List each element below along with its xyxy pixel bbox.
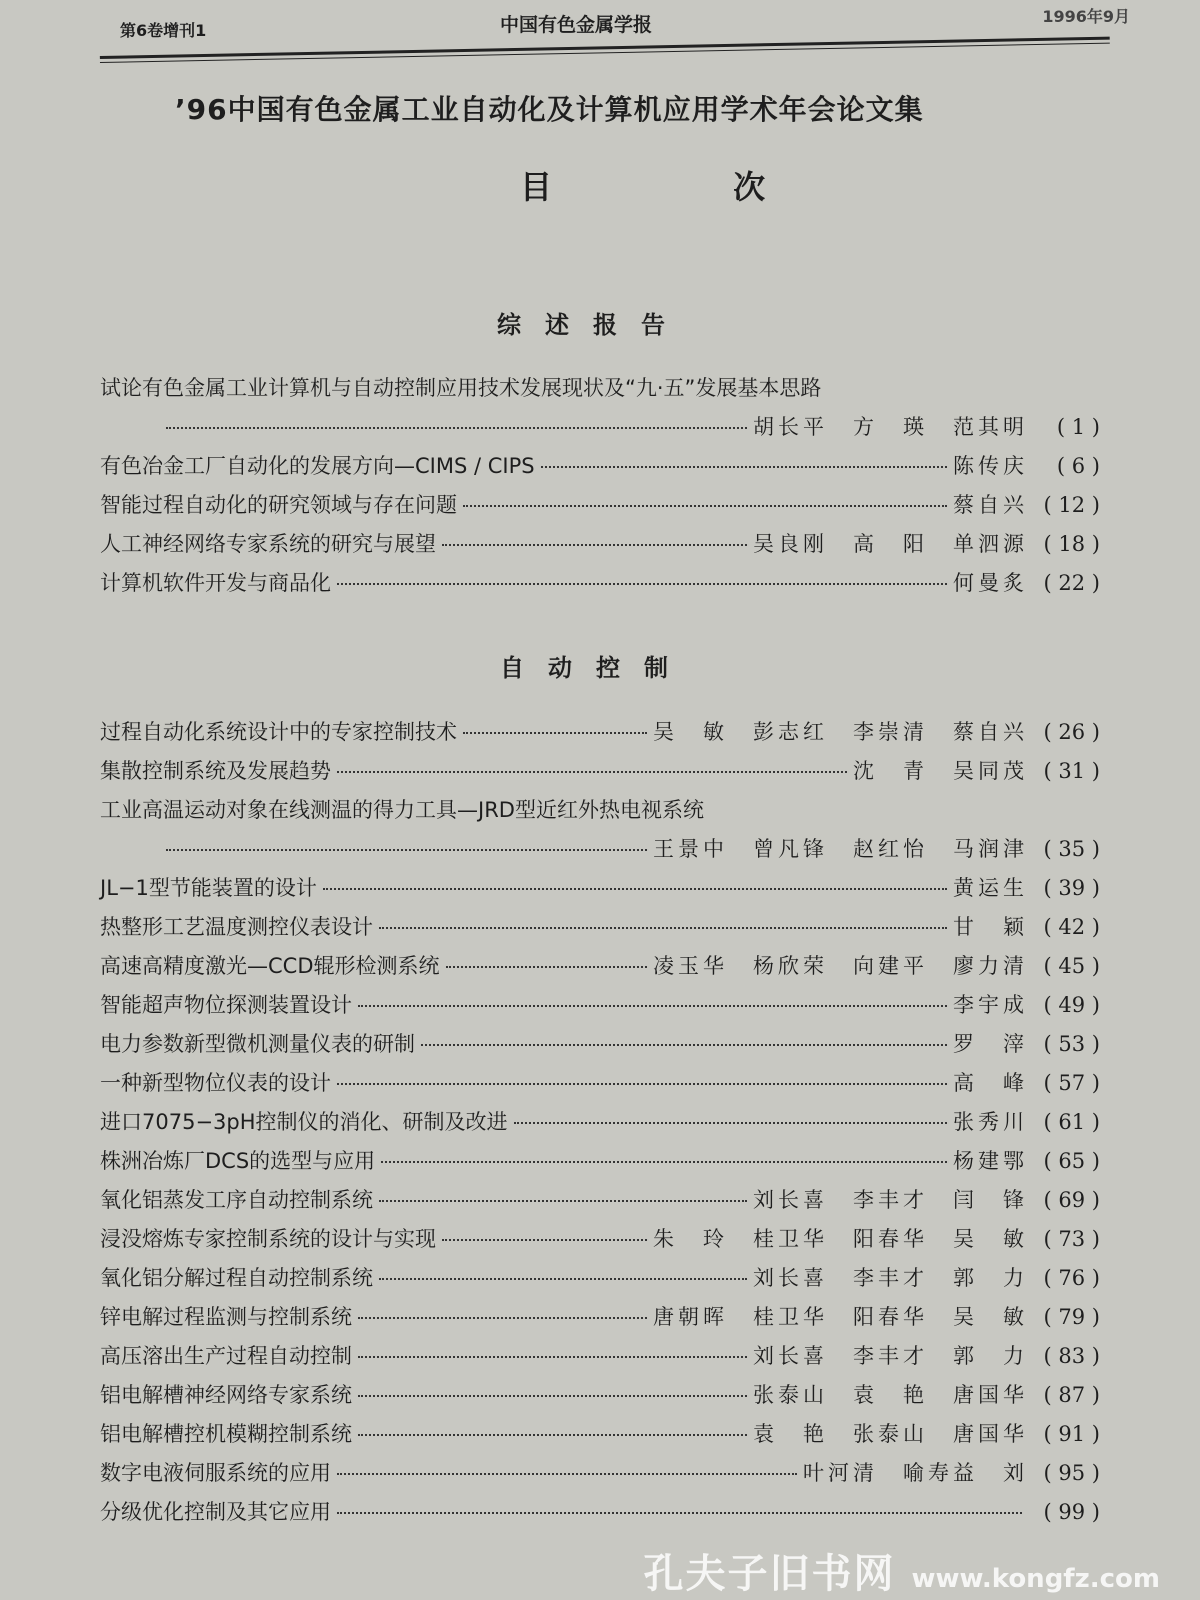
entry-page: ( 83 ) [1043, 1344, 1100, 1368]
volume-label: 第6卷增刊1 [120, 21, 207, 40]
entry-title: 集散控制系统及发展趋势 [100, 759, 331, 783]
dot-leader [541, 466, 947, 468]
journal-name: 中国有色金属学报 [500, 14, 653, 36]
toc-entry[interactable] [100, 489, 1100, 528]
entry-title: 进口7075−3pH控制仪的消化、研制及改进 [100, 1110, 508, 1134]
entry-page: ( 31 ) [1043, 759, 1100, 783]
dot-leader [323, 888, 947, 890]
dot-leader [358, 1356, 747, 1358]
entry-title: 智能过程自动化的研究领域与存在问题 [100, 493, 457, 517]
section-heading: 自动控制 [500, 654, 692, 682]
toc-entry[interactable] [100, 989, 1100, 1028]
entry-title: 铝电解槽控机模糊控制系统 [100, 1422, 352, 1446]
toc-entry[interactable] [100, 911, 1100, 950]
entry-page: ( 42 ) [1043, 915, 1100, 939]
entry-title: 热整形工艺温度测控仪表设计 [100, 915, 373, 939]
entry-authors: 凌玉华 杨欣荣 向建平 廖力清 [653, 954, 1028, 978]
dot-leader [337, 1512, 1022, 1514]
dot-leader [514, 1122, 947, 1124]
dot-leader [337, 1083, 947, 1085]
entry-authors: 吴良刚 高 阳 单泗源 [753, 532, 1028, 556]
entry-page: ( 76 ) [1043, 1266, 1100, 1290]
entry-authors: 张秀川 [953, 1110, 1028, 1134]
toc-entry[interactable] [100, 1184, 1100, 1223]
issue-date: 1996年9月 [1042, 7, 1130, 26]
toc-entry[interactable] [100, 1106, 1100, 1145]
entry-authors: 黄运生 [953, 876, 1028, 900]
entry-page: ( 91 ) [1043, 1422, 1100, 1446]
dot-leader [166, 427, 747, 429]
dot-leader [358, 1005, 947, 1007]
entry-title: 数字电液伺服系统的应用 [100, 1461, 331, 1485]
entry-page: ( 45 ) [1043, 954, 1100, 978]
toc-entry[interactable] [100, 1067, 1100, 1106]
entry-page: ( 26 ) [1043, 720, 1100, 744]
toc-entry[interactable] [100, 1223, 1100, 1262]
toc-entry[interactable] [100, 1145, 1100, 1184]
dot-leader [337, 583, 947, 585]
entry-page: ( 57 ) [1043, 1071, 1100, 1095]
entry-page: ( 6 ) [1056, 454, 1100, 478]
entry-authors: 陈传庆 [953, 454, 1028, 478]
entry-title: JL−1型节能装置的设计 [100, 876, 317, 900]
toc-entry[interactable] [100, 567, 1100, 606]
toc-entry[interactable] [100, 794, 1100, 833]
entry-authors: 李宇成 [953, 993, 1028, 1017]
entry-title: 一种新型物位仪表的设计 [100, 1071, 331, 1095]
dot-leader [463, 732, 647, 734]
toc-entry[interactable] [100, 1379, 1100, 1418]
entry-title: 高压溶出生产过程自动控制 [100, 1344, 352, 1368]
entry-authors: 吴 敏 彭志红 李崇清 蔡自兴 [653, 720, 1028, 744]
entry-authors: 袁 艳 张泰山 唐国华 [753, 1422, 1028, 1446]
entry-authors: 高 峰 [953, 1071, 1028, 1095]
dot-leader [358, 1395, 747, 1397]
toc-entry[interactable] [100, 755, 1100, 794]
entry-page: ( 39 ) [1043, 876, 1100, 900]
dot-leader [446, 966, 648, 968]
dot-leader [358, 1434, 747, 1436]
toc-entry[interactable] [100, 450, 1100, 489]
dot-leader [337, 771, 847, 773]
entry-authors: 甘 颖 [953, 915, 1028, 939]
entry-title: 株洲冶炼厂DCS的选型与应用 [100, 1149, 376, 1173]
entry-title: 人工神经网络专家系统的研究与展望 [100, 532, 436, 556]
toc-entry[interactable] [100, 1418, 1100, 1457]
entry-page: ( 61 ) [1043, 1110, 1100, 1134]
entry-title: 氧化铝蒸发工序自动控制系统 [100, 1188, 373, 1212]
entry-page: ( 18 ) [1043, 532, 1100, 556]
section-heading: 综述报告 [497, 311, 689, 339]
entry-page: ( 69 ) [1043, 1188, 1100, 1212]
entry-authors: 张泰山 袁 艳 唐国华 [753, 1383, 1028, 1407]
toc-entry[interactable] [100, 1457, 1100, 1496]
toc-entry[interactable] [100, 1262, 1100, 1301]
toc-list-control [100, 716, 1100, 1535]
entry-title: 浸没熔炼专家控制系统的设计与实现 [100, 1227, 436, 1251]
entry-title: 氧化铝分解过程自动控制系统 [100, 1266, 373, 1290]
toc-entry[interactable] [100, 1301, 1100, 1340]
toc-entry[interactable] [100, 411, 1100, 450]
entry-title: 分级优化控制及其它应用 [100, 1500, 331, 1524]
entry-authors: 杨建鄂 [953, 1149, 1028, 1173]
entry-authors: 刘长喜 李丰才 郭 力 [753, 1344, 1028, 1368]
entry-title: 锌电解过程监测与控制系统 [100, 1305, 352, 1329]
dot-leader [379, 927, 947, 929]
dot-leader [166, 849, 647, 851]
toc-entry[interactable] [100, 833, 1100, 872]
entry-authors: 何曼炙 [953, 571, 1028, 595]
entry-title: 工业高温运动对象在线测温的得力工具—JRD型近红外热电视系统 [100, 798, 704, 822]
entry-page: ( 79 ) [1043, 1305, 1100, 1329]
entry-authors: 唐朝晖 桂卫华 阳春华 吴 敏 [653, 1305, 1028, 1329]
entry-authors: 胡长平 方 瑛 范其明 [753, 415, 1028, 439]
entry-page: ( 95 ) [1043, 1461, 1100, 1485]
dot-leader [379, 1200, 747, 1202]
entry-page: ( 73 ) [1043, 1227, 1100, 1251]
dot-leader [379, 1278, 747, 1280]
entry-title: 电力参数新型微机测量仪表的研制 [100, 1032, 415, 1056]
entry-page: ( 65 ) [1043, 1149, 1100, 1173]
entry-page: ( 53 ) [1043, 1032, 1100, 1056]
entry-authors: 叶河清 喻寿益 刘 [803, 1461, 1028, 1485]
toc-entry[interactable] [100, 1496, 1100, 1535]
dot-leader [337, 1473, 797, 1475]
entry-authors: 刘长喜 李丰才 郭 力 [753, 1266, 1028, 1290]
entry-page: ( 87 ) [1043, 1383, 1100, 1407]
dot-leader [442, 1239, 647, 1241]
entry-page: ( 1 ) [1056, 415, 1100, 439]
dot-leader [358, 1317, 647, 1319]
dot-leader [381, 1161, 947, 1163]
toc-entry[interactable] [100, 872, 1100, 911]
dot-leader [442, 544, 747, 546]
entry-authors: 罗 滓 [953, 1032, 1028, 1056]
entry-page: ( 35 ) [1043, 837, 1100, 861]
proceedings-title: ’96中国有色金属工业自动化及计算机应用学术年会论文集 [175, 93, 924, 126]
entry-page: ( 99 ) [1043, 1500, 1100, 1524]
dot-leader [421, 1044, 947, 1046]
toc-list-review [100, 372, 1100, 606]
entry-page: ( 49 ) [1043, 993, 1100, 1017]
dot-leader [463, 505, 947, 507]
entry-title: 有色冶金工厂自动化的发展方向—CIMS / CIPS [100, 454, 535, 478]
entry-title: 过程自动化系统设计中的专家控制技术 [100, 720, 457, 744]
entry-authors: 蔡自兴 [953, 493, 1028, 517]
entry-authors: 沈 青 吴同茂 [853, 759, 1028, 783]
entry-title: 试论有色金属工业计算机与自动控制应用技术发展现状及“九·五”发展基本思路 [100, 376, 822, 400]
entry-title: 高速高精度激光—CCD辊形检测系统 [100, 954, 440, 978]
entry-page: ( 22 ) [1043, 571, 1100, 595]
toc-entry[interactable] [100, 1340, 1100, 1379]
entry-authors: 王景中 曾凡锋 赵红怡 马润津 [653, 837, 1028, 861]
watermark [643, 1542, 1160, 1597]
toc-entry[interactable] [100, 716, 1100, 755]
entry-page: ( 12 ) [1043, 493, 1100, 517]
toc-entry[interactable] [100, 372, 1100, 411]
watermark-name: 孔夫子旧书网 [643, 1551, 896, 1597]
entry-authors: 朱 玲 桂卫华 阳春华 吴 敏 [653, 1227, 1028, 1251]
toc-entry[interactable] [100, 528, 1100, 567]
entry-title: 智能超声物位探测装置设计 [100, 993, 352, 1017]
toc-entry[interactable] [100, 950, 1100, 989]
entry-title: 铝电解槽神经网络专家系统 [100, 1383, 352, 1407]
toc-entry[interactable] [100, 1028, 1100, 1067]
entry-authors: 刘长喜 李丰才 闫 锋 [753, 1188, 1028, 1212]
watermark-url: www.kongfz.com [911, 1564, 1160, 1594]
entry-title: 计算机软件开发与商品化 [100, 571, 331, 595]
toc-heading: 目 次 [520, 168, 826, 206]
